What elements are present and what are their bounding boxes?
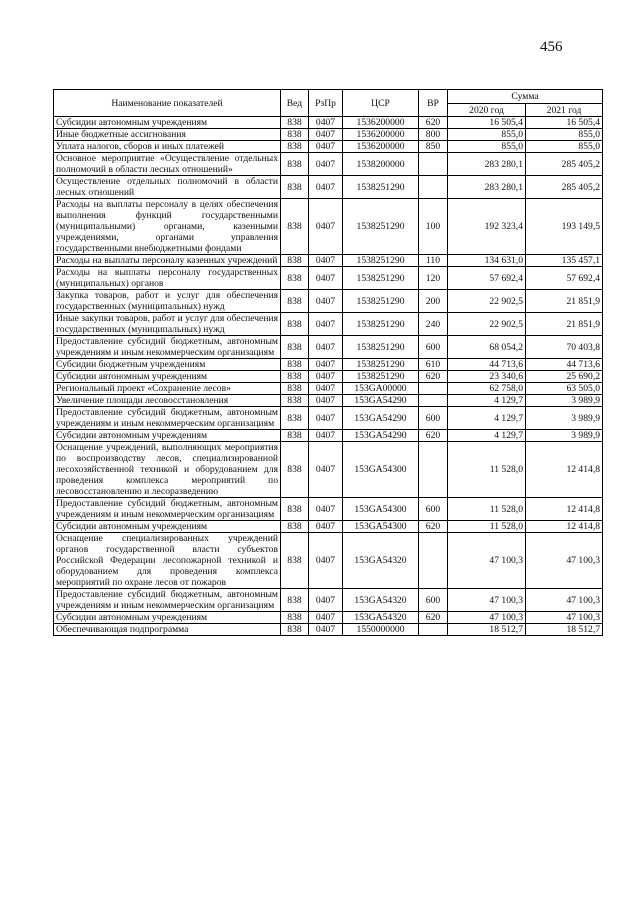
row-sum-2020: 68 054,2 [448, 336, 526, 359]
row-name: Субсидии автономным учреждениям [54, 430, 281, 442]
row-rzpr: 0407 [309, 371, 343, 383]
row-ved: 838 [281, 589, 309, 612]
row-name: Обеспечивающая подпрограмма [54, 624, 281, 636]
row-name: Субсидии автономным учреждениям [54, 612, 281, 624]
row-sum-2020: 22 902,5 [448, 313, 526, 336]
row-csr: 153GA54290 [343, 395, 419, 407]
row-vr: 620 [419, 521, 448, 533]
header-ved: Вед [281, 90, 309, 117]
row-sum-2020: 4 129,7 [448, 395, 526, 407]
row-vr: 100 [419, 199, 448, 255]
row-csr: 1536200000 [343, 117, 419, 129]
row-sum-2020: 18 512,7 [448, 624, 526, 636]
row-ved: 838 [281, 313, 309, 336]
row-csr: 1538251290 [343, 176, 419, 199]
row-sum-2020: 134 631,0 [448, 255, 526, 267]
row-csr: 153GA54320 [343, 533, 419, 589]
row-ved: 838 [281, 498, 309, 521]
row-vr: 200 [419, 290, 448, 313]
row-sum-2021: 57 692,4 [526, 267, 603, 290]
row-ved: 838 [281, 521, 309, 533]
row-csr: 153GA54300 [343, 498, 419, 521]
row-sum-2020: 47 100,3 [448, 533, 526, 589]
row-vr [419, 395, 448, 407]
table-row [54, 612, 603, 624]
row-ved: 838 [281, 612, 309, 624]
header-name: Наименование показателей [54, 90, 281, 117]
table-row [54, 153, 603, 176]
row-csr: 153GA54290 [343, 430, 419, 442]
table-row [54, 442, 603, 498]
table-row [54, 313, 603, 336]
row-sum-2020: 22 902,5 [448, 290, 526, 313]
row-ved: 838 [281, 624, 309, 636]
row-csr: 153GA54300 [343, 521, 419, 533]
row-name: Субсидии бюджетным учреждениям [54, 359, 281, 371]
row-sum-2021: 3 989,9 [526, 430, 603, 442]
table-header [54, 90, 603, 117]
row-name: Предоставление субсидий бюджетным, автономным учреждениям и иным некоммерческим организациям [54, 336, 281, 359]
row-vr [419, 442, 448, 498]
row-vr [419, 153, 448, 176]
row-vr: 850 [419, 141, 448, 153]
row-sum-2021: 44 713,6 [526, 359, 603, 371]
row-rzpr: 0407 [309, 359, 343, 371]
table-row [54, 359, 603, 371]
table-row [54, 176, 603, 199]
row-name: Увеличение площади лесовосстановления [54, 395, 281, 407]
table-row [54, 117, 603, 129]
table-row [54, 589, 603, 612]
row-rzpr: 0407 [309, 407, 343, 430]
row-name: Расходы на выплаты персоналу государственных (муниципальных) органов [54, 267, 281, 290]
row-sum-2020: 16 505,4 [448, 117, 526, 129]
table-row [54, 624, 603, 636]
row-vr [419, 533, 448, 589]
row-sum-2020: 44 713,6 [448, 359, 526, 371]
row-rzpr: 0407 [309, 498, 343, 521]
row-sum-2021: 21 851,9 [526, 313, 603, 336]
row-vr: 800 [419, 129, 448, 141]
header-sum: Сумма [448, 90, 603, 104]
table-row [54, 521, 603, 533]
row-sum-2021: 855,0 [526, 129, 603, 141]
table-body [54, 117, 603, 636]
row-rzpr: 0407 [309, 267, 343, 290]
row-csr: 1536200000 [343, 141, 419, 153]
row-sum-2020: 11 528,0 [448, 498, 526, 521]
row-rzpr: 0407 [309, 176, 343, 199]
row-vr [419, 176, 448, 199]
row-rzpr: 0407 [309, 395, 343, 407]
row-rzpr: 0407 [309, 521, 343, 533]
row-name: Уплата налогов, сборов и иных платежей [54, 141, 281, 153]
row-ved: 838 [281, 359, 309, 371]
row-ved: 838 [281, 430, 309, 442]
row-rzpr: 0407 [309, 383, 343, 395]
row-vr: 610 [419, 359, 448, 371]
row-ved: 838 [281, 129, 309, 141]
table-row [54, 533, 603, 589]
row-sum-2020: 11 528,0 [448, 521, 526, 533]
row-ved: 838 [281, 383, 309, 395]
row-csr: 1538251290 [343, 359, 419, 371]
row-rzpr: 0407 [309, 141, 343, 153]
table-row [54, 395, 603, 407]
row-csr: 153GA54320 [343, 589, 419, 612]
row-rzpr: 0407 [309, 255, 343, 267]
row-name: Основное мероприятие «Осуществление отдельных полномочий в области лесных отношений» [54, 153, 281, 176]
header-year-2020: 2020 год [448, 104, 526, 117]
row-name: Расходы на выплаты персоналу казенных учреждений [54, 255, 281, 267]
row-sum-2021: 70 403,8 [526, 336, 603, 359]
row-sum-2021: 12 414,8 [526, 498, 603, 521]
row-ved: 838 [281, 255, 309, 267]
row-sum-2021: 47 100,3 [526, 589, 603, 612]
row-sum-2020: 855,0 [448, 141, 526, 153]
row-name: Осуществление отдельных полномочий в области лесных отношений [54, 176, 281, 199]
row-rzpr: 0407 [309, 117, 343, 129]
row-sum-2020: 47 100,3 [448, 612, 526, 624]
header-rzpr: РзПр [309, 90, 343, 117]
table-row [54, 255, 603, 267]
row-name: Региональный проект «Сохранение лесов» [54, 383, 281, 395]
table-row [54, 371, 603, 383]
table-row [54, 498, 603, 521]
row-rzpr: 0407 [309, 199, 343, 255]
header-vr: ВР [419, 90, 448, 117]
row-rzpr: 0407 [309, 430, 343, 442]
row-name: Оснащение специализированных учреждений органов государственной власти субъектов Российской Федерации лесопожарной техникой и оборудованием для проведения комплекса мероприятий по охране лесов от пожаров [54, 533, 281, 589]
row-sum-2021: 21 851,9 [526, 290, 603, 313]
row-sum-2020: 192 323,4 [448, 199, 526, 255]
row-name: Закупка товаров, работ и услуг для обеспечения государственных (муниципальных) нужд [54, 290, 281, 313]
row-ved: 838 [281, 533, 309, 589]
row-ved: 838 [281, 141, 309, 153]
row-sum-2020: 4 129,7 [448, 430, 526, 442]
row-ved: 838 [281, 153, 309, 176]
table-row [54, 141, 603, 153]
row-sum-2020: 47 100,3 [448, 589, 526, 612]
row-sum-2021: 855,0 [526, 141, 603, 153]
row-sum-2021: 16 505,4 [526, 117, 603, 129]
table-row [54, 199, 603, 255]
table-row [54, 407, 603, 430]
row-csr: 1538251290 [343, 336, 419, 359]
row-ved: 838 [281, 199, 309, 255]
row-sum-2021: 25 690,2 [526, 371, 603, 383]
row-csr: 153GA54290 [343, 407, 419, 430]
row-csr: 1538200000 [343, 153, 419, 176]
row-sum-2020: 62 758,0 [448, 383, 526, 395]
row-rzpr: 0407 [309, 624, 343, 636]
row-ved: 838 [281, 442, 309, 498]
row-ved: 838 [281, 371, 309, 383]
table-row [54, 129, 603, 141]
row-rzpr: 0407 [309, 336, 343, 359]
row-name: Предоставление субсидий бюджетным, автономным учреждениям и иным некоммерческим организациям [54, 498, 281, 521]
row-sum-2021: 47 100,3 [526, 612, 603, 624]
row-vr: 600 [419, 589, 448, 612]
row-vr: 620 [419, 612, 448, 624]
row-name: Иные бюджетные ассигнования [54, 129, 281, 141]
row-vr: 110 [419, 255, 448, 267]
row-rzpr: 0407 [309, 442, 343, 498]
row-sum-2020: 11 528,0 [448, 442, 526, 498]
row-vr [419, 624, 448, 636]
header-year-2021: 2021 год [526, 104, 603, 117]
row-csr: 1538251290 [343, 199, 419, 255]
row-name: Оснащение учреждений, выполняющих мероприятия по воспроизводству лесов, специализированной лесохозяйственной техникой и оборудованием для проведения комплекса мероприятий по лесовосстановлению и лесоразведению [54, 442, 281, 498]
row-ved: 838 [281, 267, 309, 290]
row-ved: 838 [281, 395, 309, 407]
row-name: Субсидии автономным учреждениям [54, 117, 281, 129]
row-csr: 1550000000 [343, 624, 419, 636]
row-name: Предоставление субсидий бюджетным, автономным учреждениям и иным некоммерческим организациям [54, 589, 281, 612]
row-sum-2020: 283 280,1 [448, 153, 526, 176]
page-number: 456 [540, 39, 563, 55]
row-csr: 1538251290 [343, 371, 419, 383]
row-csr: 153GA54300 [343, 442, 419, 498]
row-rzpr: 0407 [309, 612, 343, 624]
row-vr: 600 [419, 336, 448, 359]
row-sum-2020: 4 129,7 [448, 407, 526, 430]
row-vr: 120 [419, 267, 448, 290]
row-rzpr: 0407 [309, 129, 343, 141]
row-ved: 838 [281, 117, 309, 129]
budget-table [53, 89, 603, 636]
row-sum-2021: 12 414,8 [526, 521, 603, 533]
row-csr: 1538251290 [343, 313, 419, 336]
row-sum-2021: 3 989,9 [526, 395, 603, 407]
row-name: Расходы на выплаты персоналу в целях обеспечения выполнения функций государственными (муниципальными) органами, казенными учреждениями, органами управления государственными внебюджетными фондами [54, 199, 281, 255]
table-row [54, 290, 603, 313]
row-name: Субсидии автономным учреждениям [54, 521, 281, 533]
row-csr: 1536200000 [343, 129, 419, 141]
row-sum-2021: 12 414,8 [526, 442, 603, 498]
row-sum-2021: 285 405,2 [526, 176, 603, 199]
row-vr: 620 [419, 371, 448, 383]
row-ved: 838 [281, 407, 309, 430]
row-name: Предоставление субсидий бюджетным, автономным учреждениям и иным некоммерческим организациям [54, 407, 281, 430]
header-csr: ЦСР [343, 90, 419, 117]
row-rzpr: 0407 [309, 153, 343, 176]
row-sum-2020: 283 280,1 [448, 176, 526, 199]
row-vr: 620 [419, 430, 448, 442]
row-sum-2021: 285 405,2 [526, 153, 603, 176]
row-vr: 600 [419, 407, 448, 430]
table-row [54, 267, 603, 290]
row-name: Иные закупки товаров, работ и услуг для обеспечения государственных (муниципальных) нужд [54, 313, 281, 336]
row-vr: 600 [419, 498, 448, 521]
table-row [54, 430, 603, 442]
row-sum-2021: 47 100,3 [526, 533, 603, 589]
row-csr: 1538251290 [343, 267, 419, 290]
row-sum-2020: 23 340,6 [448, 371, 526, 383]
row-name: Субсидии автономным учреждениям [54, 371, 281, 383]
row-ved: 838 [281, 336, 309, 359]
row-ved: 838 [281, 290, 309, 313]
row-rzpr: 0407 [309, 290, 343, 313]
row-sum-2021: 18 512,7 [526, 624, 603, 636]
row-vr: 240 [419, 313, 448, 336]
row-rzpr: 0407 [309, 589, 343, 612]
row-rzpr: 0407 [309, 313, 343, 336]
table-row [54, 383, 603, 395]
row-csr: 153GA54320 [343, 612, 419, 624]
row-vr [419, 383, 448, 395]
row-vr: 620 [419, 117, 448, 129]
row-ved: 838 [281, 176, 309, 199]
row-sum-2021: 63 505,0 [526, 383, 603, 395]
table-row [54, 336, 603, 359]
row-rzpr: 0407 [309, 533, 343, 589]
row-csr: 153GA00000 [343, 383, 419, 395]
row-sum-2021: 135 457,1 [526, 255, 603, 267]
row-sum-2021: 193 149,5 [526, 199, 603, 255]
row-csr: 1538251290 [343, 255, 419, 267]
row-csr: 1538251290 [343, 290, 419, 313]
row-sum-2021: 3 989,9 [526, 407, 603, 430]
row-sum-2020: 57 692,4 [448, 267, 526, 290]
row-sum-2020: 855,0 [448, 129, 526, 141]
